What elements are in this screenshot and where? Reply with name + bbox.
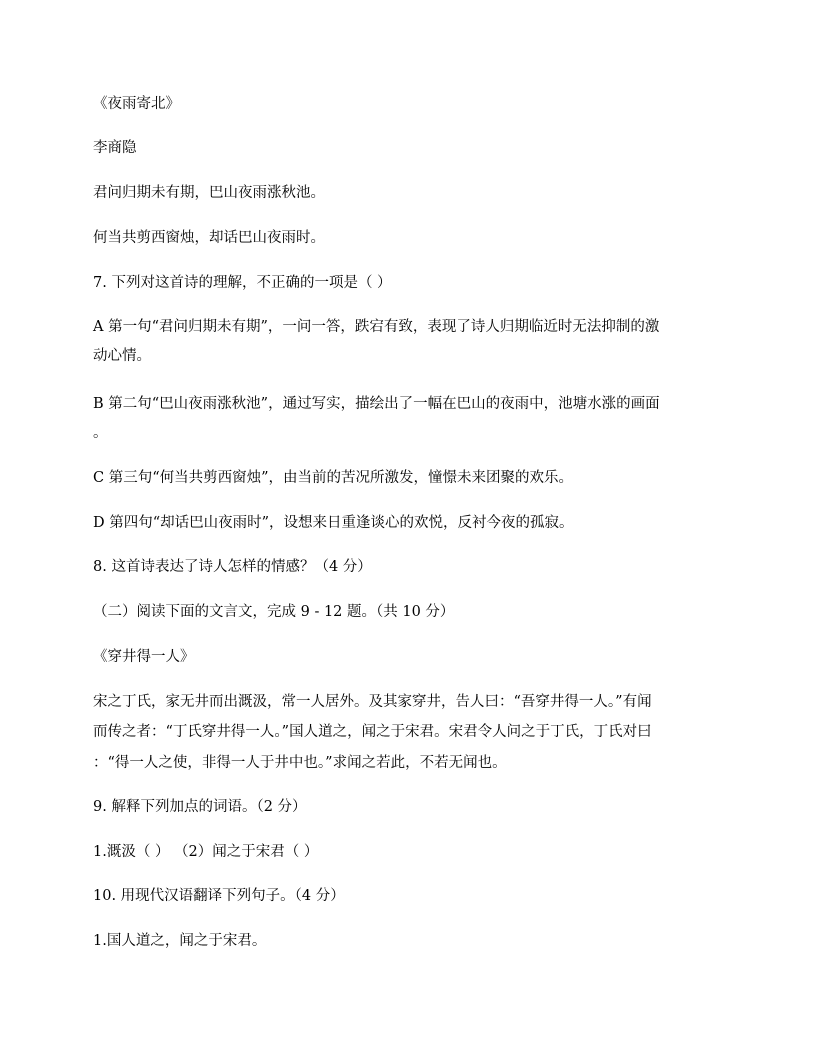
- passage-line-3: ：“得一人之使，非得一人于井中也。”求闻之若此，不若无闻也。: [93, 755, 507, 771]
- question-7-option-b-line-2: 。: [93, 425, 108, 441]
- question-9-stem: 9. 解释下列加点的词语。（2 分）: [93, 799, 307, 815]
- question-10-item-1: 1.国人道之，闻之于宋君。: [93, 933, 267, 949]
- question-7-stem: 7. 下列对这首诗的理解，不正确的一项是（ ）: [93, 275, 392, 291]
- poem-line-2: 何当共剪西窗烛，却话巴山夜雨时。: [93, 230, 325, 246]
- question-9-items: 1.溉汲（ ） （2）闻之于宋君（ ）: [93, 844, 319, 860]
- passage-line-1: 宋之丁氏，家无井而出溉汲，常一人居外。及其家穿井，告人曰：“吾穿井得一人。”有闻: [93, 694, 652, 710]
- question-8-stem: 8. 这首诗表达了诗人怎样的情感？（4 分）: [93, 559, 372, 575]
- question-7-option-a-line-2: 动心情。: [93, 348, 151, 364]
- question-7-option-b-line-1: B 第二句“巴山夜雨涨秋池”，通过写实，描绘出了一幅在巴山的夜雨中，池塘水涨的画面: [93, 396, 660, 412]
- question-7-option-d: D 第四句“却话巴山夜雨时”，设想来日重逢谈心的欢悦，反衬今夜的孤寂。: [93, 515, 574, 531]
- question-7-option-c: C 第三句“何当共剪西窗烛”，由当前的苦况所激发，憧憬未来团聚的欢乐。: [93, 470, 574, 486]
- question-7-option-a-line-1: A 第一句“君问归期未有期”，一问一答，跌宕有致，表现了诗人归期临近时无法抑制的激: [93, 319, 660, 335]
- section-2-heading: （二）阅读下面的文言文，完成 9 - 12 题。（共 10 分）: [93, 604, 455, 620]
- poem-author: 李商隐: [93, 140, 137, 156]
- poem-line-1: 君问归期未有期，巴山夜雨涨秋池。: [93, 185, 325, 201]
- question-10-stem: 10. 用现代汉语翻译下列句子。（4 分）: [93, 888, 345, 904]
- passage-line-2: 而传之者：“丁氏穿井得一人。”国人道之，闻之于宋君。宋君令人问之于丁氏，丁氏对曰: [93, 724, 652, 740]
- passage-title: 《穿井得一人》: [93, 649, 195, 665]
- poem-title: 《夜雨寄北》: [93, 96, 180, 112]
